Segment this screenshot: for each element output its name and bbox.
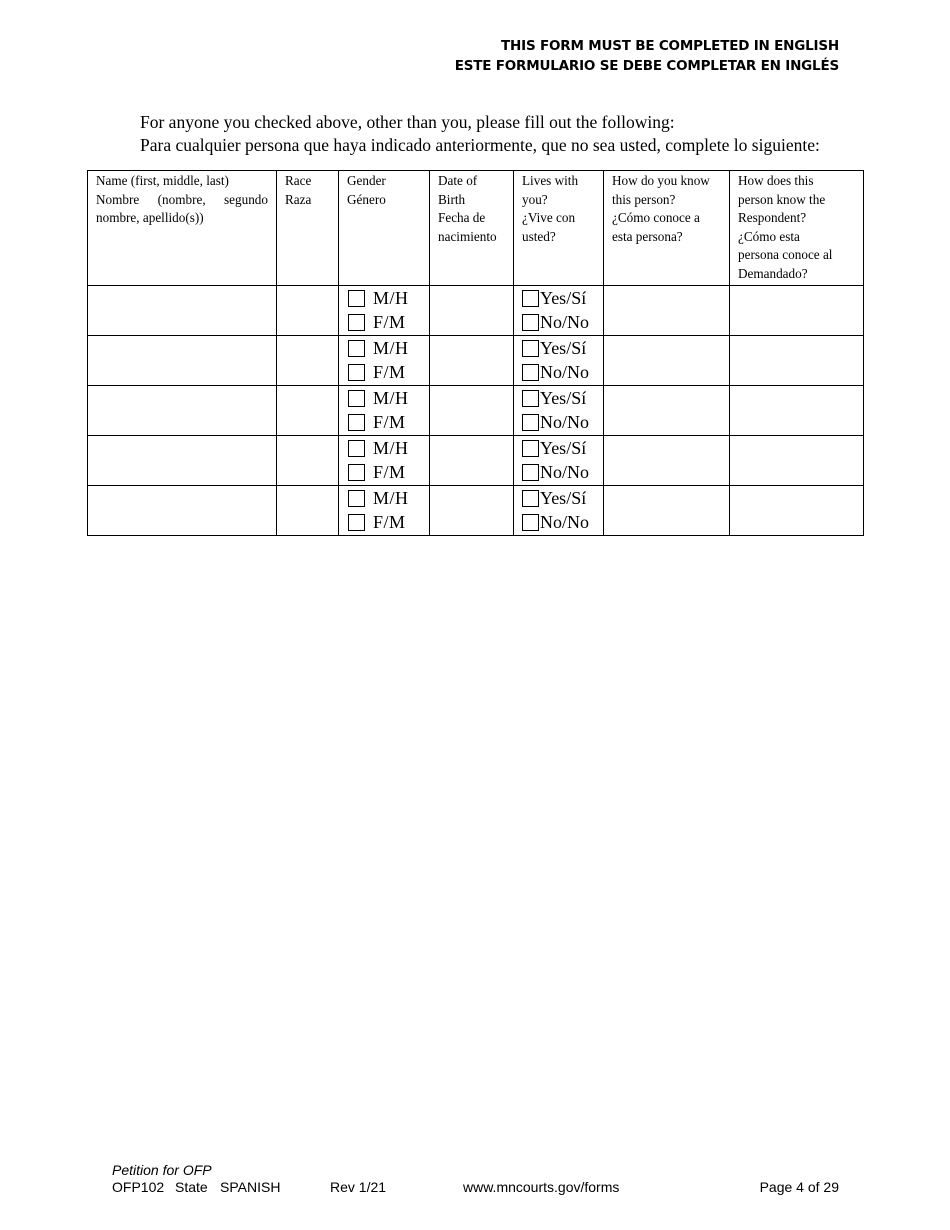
lives-option-no[interactable] xyxy=(514,461,603,486)
table-row xyxy=(88,386,864,436)
language-notice xyxy=(455,36,839,76)
gender-male-label: M/H xyxy=(373,487,409,508)
instructions-spanish: Para cualquier persona que haya indicado anteriormente, que no sea usted, complete lo siguiente: xyxy=(140,135,820,155)
gender-male-label: M/H xyxy=(373,287,409,308)
lives-with-cell xyxy=(514,336,604,386)
persons-table xyxy=(87,170,864,536)
lives-option-no[interactable] xyxy=(514,361,603,386)
gender-option-female[interactable] xyxy=(339,511,429,536)
lives-option-no[interactable] xyxy=(514,411,603,436)
lives-with-cell xyxy=(514,386,604,436)
lives-with-cell xyxy=(514,286,604,336)
gender-female-label: F/M xyxy=(373,462,406,483)
table-header-row xyxy=(88,171,864,286)
gender-female-checkbox[interactable] xyxy=(348,414,365,431)
header-lives-with-you: Lives with you? ¿Vive con usted? xyxy=(514,171,604,286)
gender-male-checkbox[interactable] xyxy=(348,440,365,457)
gender-female-label: F/M xyxy=(373,312,406,333)
name-cell[interactable] xyxy=(88,486,277,536)
how-you-know-cell[interactable] xyxy=(604,286,730,336)
table-row xyxy=(88,436,864,486)
instructions-english: For anyone you checked above, other than you, please fill out the following: xyxy=(140,112,675,132)
footer-revision: Rev 1/21 xyxy=(330,1179,387,1195)
name-cell[interactable] xyxy=(88,386,277,436)
table-row xyxy=(88,286,864,336)
how-know-respondent-cell[interactable] xyxy=(730,486,864,536)
header-race: Race Raza xyxy=(277,171,339,286)
instructions xyxy=(140,111,820,157)
how-know-respondent-cell[interactable] xyxy=(730,286,864,336)
gender-female-checkbox[interactable] xyxy=(348,364,365,381)
lives-option-yes[interactable] xyxy=(514,286,603,311)
gender-option-male[interactable] xyxy=(339,336,429,361)
gender-male-checkbox[interactable] xyxy=(348,490,365,507)
lives-no-checkbox[interactable] xyxy=(522,314,539,331)
gender-cell xyxy=(339,486,430,536)
footer-state: State xyxy=(175,1179,208,1195)
gender-female-checkbox[interactable] xyxy=(348,314,365,331)
gender-option-male[interactable] xyxy=(339,436,429,461)
lives-no-checkbox[interactable] xyxy=(522,414,539,431)
lives-yes-checkbox[interactable] xyxy=(522,440,539,457)
header-date-of-birth: Date of Birth Fecha de nacimiento xyxy=(430,171,514,286)
lives-yes-label: Yes/Sí xyxy=(540,287,587,308)
gender-male-checkbox[interactable] xyxy=(348,340,365,357)
race-cell[interactable] xyxy=(277,286,339,336)
lives-yes-checkbox[interactable] xyxy=(522,490,539,507)
table-row xyxy=(88,336,864,386)
lives-with-cell xyxy=(514,436,604,486)
how-you-know-cell[interactable] xyxy=(604,336,730,386)
date-of-birth-cell[interactable] xyxy=(430,336,514,386)
lives-no-label: No/No xyxy=(540,312,589,333)
lives-option-no[interactable] xyxy=(514,311,603,336)
gender-female-checkbox[interactable] xyxy=(348,514,365,531)
header-how-you-know: How do you know this person? ¿Cómo conoce a esta persona? xyxy=(604,171,730,286)
gender-female-label: F/M xyxy=(373,512,406,533)
language-notice-spanish: ESTE FORMULARIO SE DEBE COMPLETAR EN INGLÉS xyxy=(454,58,839,74)
date-of-birth-cell[interactable] xyxy=(430,436,514,486)
footer-url[interactable]: www.mncourts.gov/forms xyxy=(463,1179,620,1195)
lives-no-checkbox[interactable] xyxy=(522,364,539,381)
footer-form-title: Petition for OFP xyxy=(112,1162,212,1178)
how-you-know-cell[interactable] xyxy=(604,436,730,486)
race-cell[interactable] xyxy=(277,486,339,536)
lives-yes-label: Yes/Sí xyxy=(540,437,587,458)
lives-yes-checkbox[interactable] xyxy=(522,340,539,357)
footer-language: SPANISH xyxy=(220,1179,281,1195)
date-of-birth-cell[interactable] xyxy=(430,386,514,436)
lives-option-no[interactable] xyxy=(514,511,603,536)
gender-female-label: F/M xyxy=(373,412,406,433)
gender-option-female[interactable] xyxy=(339,461,429,486)
gender-option-male[interactable] xyxy=(339,286,429,311)
table-row xyxy=(88,486,864,536)
gender-option-male[interactable] xyxy=(339,486,429,511)
gender-option-female[interactable] xyxy=(339,311,429,336)
header-name: Name (first, middle, last) Nombre (nombre, segundo nombre, apellido(s)) xyxy=(88,171,277,286)
lives-with-cell xyxy=(514,486,604,536)
how-you-know-cell[interactable] xyxy=(604,386,730,436)
race-cell[interactable] xyxy=(277,336,339,386)
gender-male-checkbox[interactable] xyxy=(348,290,365,307)
how-know-respondent-cell[interactable] xyxy=(730,336,864,386)
gender-cell xyxy=(339,286,430,336)
name-cell[interactable] xyxy=(88,286,277,336)
how-you-know-cell[interactable] xyxy=(604,486,730,536)
date-of-birth-cell[interactable] xyxy=(430,486,514,536)
gender-option-female[interactable] xyxy=(339,361,429,386)
language-notice-english: THIS FORM MUST BE COMPLETED IN ENGLISH xyxy=(501,38,839,54)
gender-female-checkbox[interactable] xyxy=(348,464,365,481)
gender-cell xyxy=(339,336,430,386)
lives-yes-checkbox[interactable] xyxy=(522,390,539,407)
gender-male-checkbox[interactable] xyxy=(348,390,365,407)
lives-option-yes[interactable] xyxy=(514,486,603,511)
gender-male-label: M/H xyxy=(373,337,409,358)
lives-option-yes[interactable] xyxy=(514,386,603,411)
how-know-respondent-cell[interactable] xyxy=(730,436,864,486)
lives-no-checkbox[interactable] xyxy=(522,514,539,531)
lives-option-yes[interactable] xyxy=(514,436,603,461)
race-cell[interactable] xyxy=(277,436,339,486)
lives-no-checkbox[interactable] xyxy=(522,464,539,481)
header-how-know-respondent: How does this person know the Respondent? ¿Cómo esta persona conoce al Demandado? xyxy=(730,171,864,286)
lives-no-label: No/No xyxy=(540,512,589,533)
gender-cell xyxy=(339,386,430,436)
lives-yes-label: Yes/Sí xyxy=(540,387,587,408)
header-gender: Gender Género xyxy=(339,171,430,286)
date-of-birth-cell[interactable] xyxy=(430,286,514,336)
name-cell[interactable] xyxy=(88,336,277,386)
gender-option-female[interactable] xyxy=(339,411,429,436)
lives-no-label: No/No xyxy=(540,412,589,433)
race-cell[interactable] xyxy=(277,386,339,436)
footer-form-id: OFP102 xyxy=(112,1179,165,1195)
lives-no-label: No/No xyxy=(540,462,589,483)
footer-page-number: Page 4 of 29 xyxy=(759,1179,839,1195)
gender-female-label: F/M xyxy=(373,362,406,383)
lives-option-yes[interactable] xyxy=(514,336,603,361)
how-know-respondent-cell[interactable] xyxy=(730,386,864,436)
persons-table-body xyxy=(88,286,864,536)
page-footer xyxy=(112,1162,839,1196)
name-cell[interactable] xyxy=(88,436,277,486)
lives-yes-label: Yes/Sí xyxy=(540,487,587,508)
gender-male-label: M/H xyxy=(373,387,409,408)
gender-male-label: M/H xyxy=(373,437,409,458)
lives-no-label: No/No xyxy=(540,362,589,383)
lives-yes-label: Yes/Sí xyxy=(540,337,587,358)
gender-cell xyxy=(339,436,430,486)
lives-yes-checkbox[interactable] xyxy=(522,290,539,307)
gender-option-male[interactable] xyxy=(339,386,429,411)
